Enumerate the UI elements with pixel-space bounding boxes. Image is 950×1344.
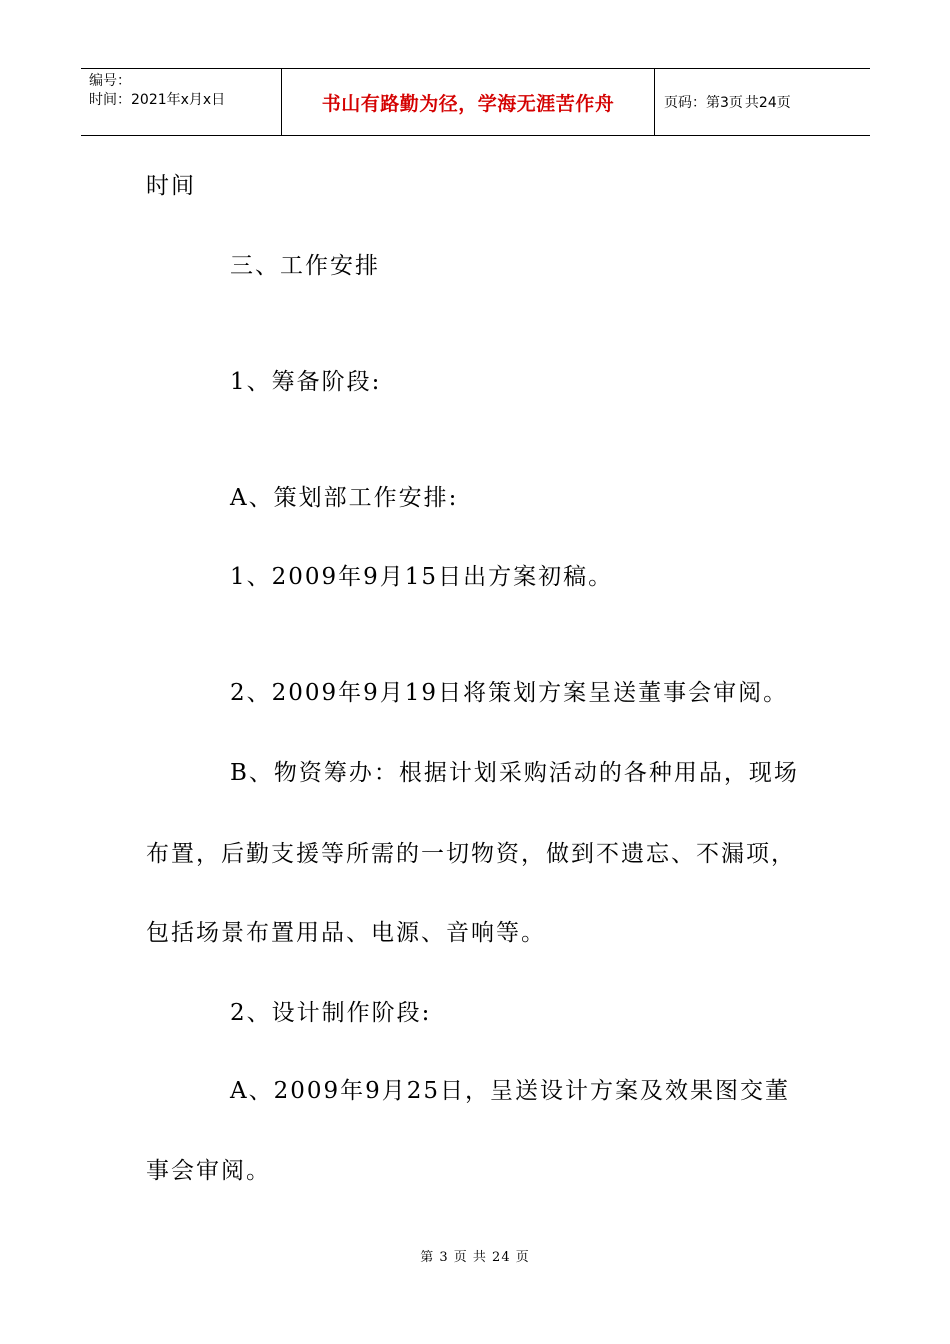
body-line: 1、2009年9月15日出方案初稿。	[230, 564, 614, 590]
header-page-info	[664, 69, 793, 135]
header-time-label: 时间：2021年x月x日	[89, 92, 226, 108]
body-line: 事会审阅。	[146, 1158, 271, 1184]
body-line: 布置，后勤支援等所需的一切物资，做到不遗忘、不漏项，	[146, 841, 796, 867]
section-heading: 三、工作安排	[230, 253, 380, 279]
header-page-label: 页码：第3页	[664, 95, 743, 111]
body-line: 1、筹备阶段:	[230, 369, 382, 395]
body-line: 2、设计制作阶段:	[230, 1000, 432, 1026]
header-page-total: 共24页	[744, 95, 791, 111]
page-header	[81, 68, 870, 136]
body-line: 时间	[146, 173, 196, 199]
header-number-label: 编号：	[89, 73, 131, 89]
body-line: A、2009年9月25日，呈送设计方案及效果图交董	[230, 1078, 791, 1104]
body-line: 包括场景布置用品、电源、音响等。	[146, 920, 546, 946]
header-divider	[654, 69, 655, 135]
header-meta	[81, 69, 281, 135]
page-footer: 第 3 页 共 24 页	[420, 1250, 530, 1265]
header-motto: 书山有路勤为径，学海无涯苦作舟	[321, 92, 615, 115]
body-line: 2、2009年9月19日将策划方案呈送董事会审阅。	[230, 680, 789, 706]
body-line: A、策划部工作安排:	[230, 485, 459, 511]
body-line: B、物资筹办：根据计划采购活动的各种用品，现场	[230, 760, 799, 786]
